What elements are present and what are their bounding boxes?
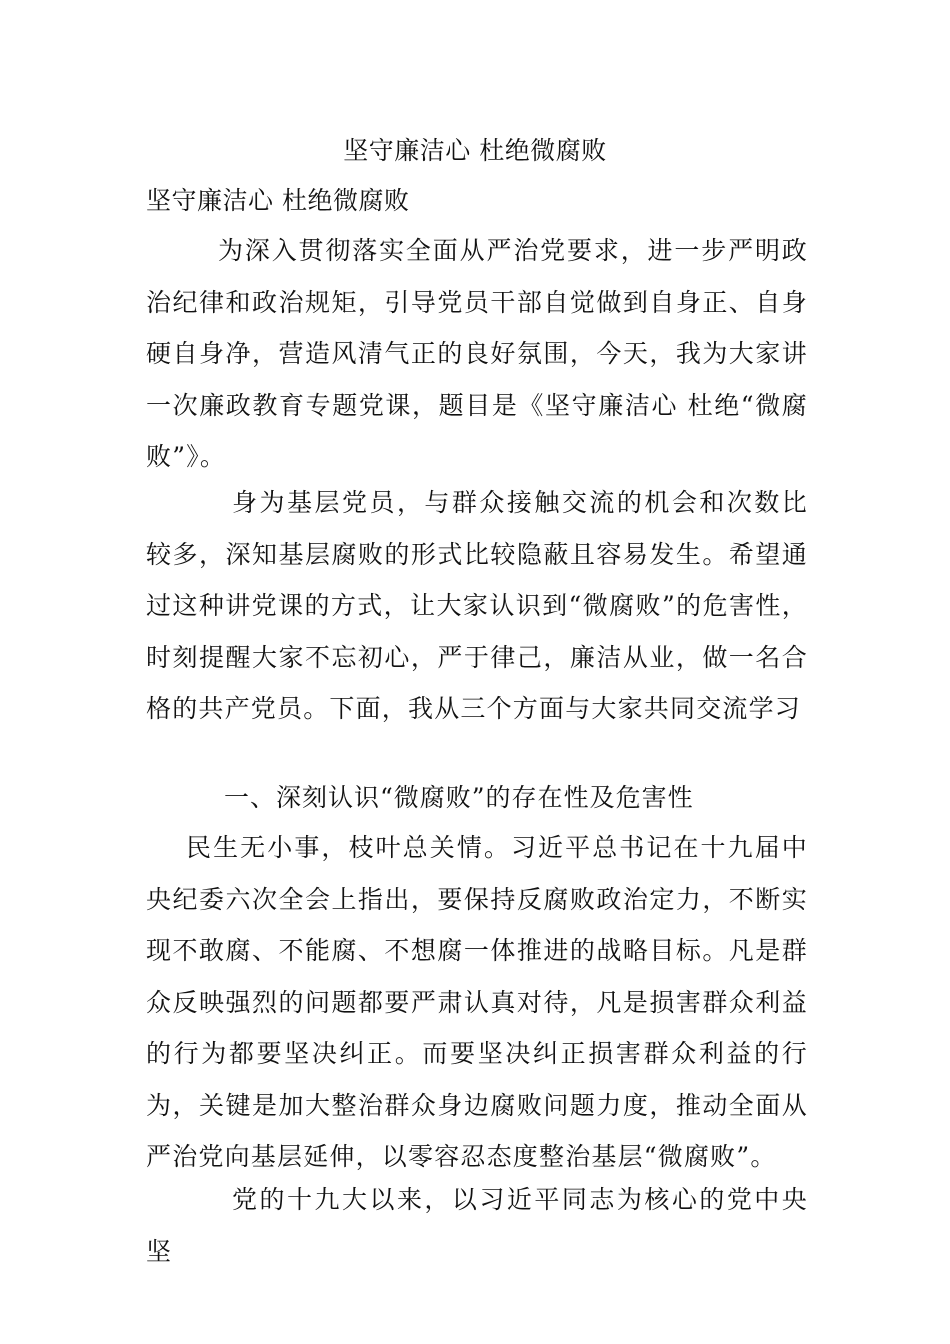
document-title: 坚守廉洁心 杜绝微腐败: [343, 136, 607, 165]
section-paragraph: 党的十九大以来，以习近平同志为核心的党中央坚: [146, 1185, 808, 1266]
section-heading: 一、深刻认识“微腐败”的存在性及危害性: [224, 783, 694, 812]
section-paragraph: 民生无小事，枝叶总关情。习近平总书记在十九届中央纪委六次全会上指出，要保持反腐败政治定力，不断实现不敢腐、不能腐、不想腐一体推进的战略目标。凡是群众反映强烈的问题都要严肃认真对待，凡是损害群众利益的行为都要坚决纠正。而要坚决纠正损害群众利益的行为，关键是加大整治群众身边腐败问题力度，推动全面从严治党向基层延伸，以零容忍态度整治基层“微腐败”。: [146, 833, 808, 1171]
document-subtitle: 坚守廉洁心 杜绝微腐败: [146, 186, 410, 215]
body-paragraph: 为深入贯彻落实全面从严治党要求，进一步严明政治纪律和政治规矩，引导党员干部自觉做到自身正、自身硬自身净，营造风清气正的良好氛围，今天，我为大家讲一次廉政教育专题党课，题目是《坚守廉洁心 杜绝“微腐败”》。: [146, 236, 808, 471]
body-paragraph: 身为基层党员，与群众接触交流的机会和次数比较多，深知基层腐败的形式比较隐蔽且容易发生。希望通过这种讲党课的方式，让大家认识到“微腐败”的危害性，时刻提醒大家不忘初心，严于律己，廉洁从业，做一名合格的共产党员。下面，我从三个方面与大家共同交流学习: [146, 488, 808, 723]
